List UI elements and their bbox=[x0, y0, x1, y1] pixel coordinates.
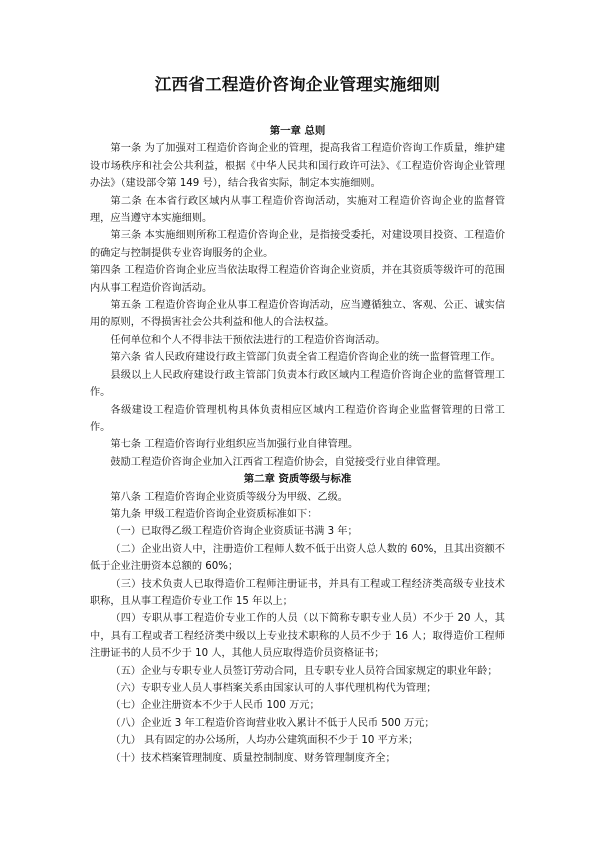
list-item-8: （八）企业近 3 年工程造价咨询营业收入累计不低于人民币 500 万元； bbox=[110, 717, 435, 729]
list-item-10: （十）技术档案管理制度、质量控制制度、财务管理制度齐全； bbox=[110, 752, 396, 764]
list-item-9: （九） 具有固定的办公场所，人均办公建筑面积不少于 10 平方米； bbox=[110, 735, 419, 747]
chapter-1-body bbox=[90, 140, 505, 471]
paragraph-article-9: 第九条 甲级工程造价咨询企业资质标准如下： bbox=[110, 508, 318, 520]
paragraph-article-6-agency: 各级建设工程造价管理机构具体负责相应区域内工程造价咨询企业监督管理的日常工作。 bbox=[90, 404, 505, 433]
paragraph-article-6-county: 县级以上人民政府建设行政主管部门负责本行政区域内工程造价咨询企业的监督管理工作。 bbox=[90, 369, 505, 399]
paragraph-article-7: 第七条 工程造价咨询行业组织应当加强行业自律管理。 bbox=[110, 439, 359, 451]
paragraph-article-4: 第四条 工程造价咨询企业应当依法取得工程造价咨询企业资质，并在其资质等级许可的范围内从事工程造价咨询活动。 bbox=[90, 265, 505, 294]
paragraph-article-1: 第一条 为了加强对工程造价咨询企业的管理，提高我省工程造价咨询工作质量，维护建设市场秩序和社会公共利益，根据《中华人民共和国行政许可法》、《工程造价咨询企业管理办法》（建设部令第 149 号），结合我省实际，制定本实施细则。 bbox=[90, 143, 505, 190]
list-item-1: （一）已取得乙级工程造价咨询企业资质证书满 3 年； bbox=[110, 526, 358, 538]
paragraph-article-5: 第五条 工程造价咨询企业从事工程造价咨询活动，应当遵循独立、客观、公正、诚实信用的原则，不得损害社会公共利益和他人的合法权益。 bbox=[90, 300, 505, 329]
list-item-5: （五）企业与专职专业人员签订劳动合同，且专职专业人员符合国家规定的职业年龄； bbox=[110, 665, 498, 677]
paragraph-article-7-encourage: 鼓励工程造价咨询企业加入江西省工程造价协会，自觉接受行业自律管理。 bbox=[110, 456, 447, 468]
list-item-4: （四）专职从事工程造价专业工作的人员（以下简称专职专业人员）不少于 20 人，其中，具有工程或者工程经济类中级以上专业技术职称的人员不少于 16 人；取得造价工程师注册证书的人员不少于 10 人，其他人员应取得造价员资格证书； bbox=[90, 613, 505, 660]
document-title: 江西省工程造价咨询企业管理实施细则 bbox=[154, 75, 441, 94]
chapter-2-body bbox=[90, 489, 505, 768]
paragraph-article-6: 第六条 省人民政府建设行政主管部门负责全省工程造价咨询企业的统一监督管理工作。 bbox=[110, 352, 501, 364]
list-item-6: （六）专职专业人员人事档案关系由国家认可的人事代理机构代为管理； bbox=[110, 683, 437, 694]
paragraph-article-3: 第三条 本实施细则所称工程造价咨询企业，是指接受委托，对建设项目投资、工程造价的确定与控制提供专业咨询服务的企业。 bbox=[90, 230, 505, 259]
chapter-heading-1: 第一章 总则 bbox=[269, 125, 326, 137]
list-item-7: （七）企业注册资本不少于人民币 100 万元； bbox=[110, 700, 320, 712]
list-item-2: （二）企业出资人中，注册造价工程师人数不低于出资人总人数的 60%，且其出资额不低于企业注册资本总额的 60%； bbox=[90, 543, 505, 573]
chapter-heading-2: 第二章 资质等级与标准 bbox=[243, 473, 352, 486]
list-item-3: （三）技术负责人已取得造价工程师注册证书，并具有工程或工程经济类高级专业技术职称，且从事工程造价专业工作 15 年以上； bbox=[90, 578, 505, 607]
paragraph-article-5-note: 任何单位和个人不得非法干预依法进行的工程造价咨询活动。 bbox=[110, 334, 386, 346]
paragraph-article-8: 第八条 工程造价咨询企业资质等级分为甲级、乙级。 bbox=[110, 491, 348, 503]
paragraph-article-2: 第二条 在本省行政区域内从事工程造价咨询活动，实施对工程造价咨询企业的监督管理，应当遵守本实施细则。 bbox=[90, 195, 505, 225]
